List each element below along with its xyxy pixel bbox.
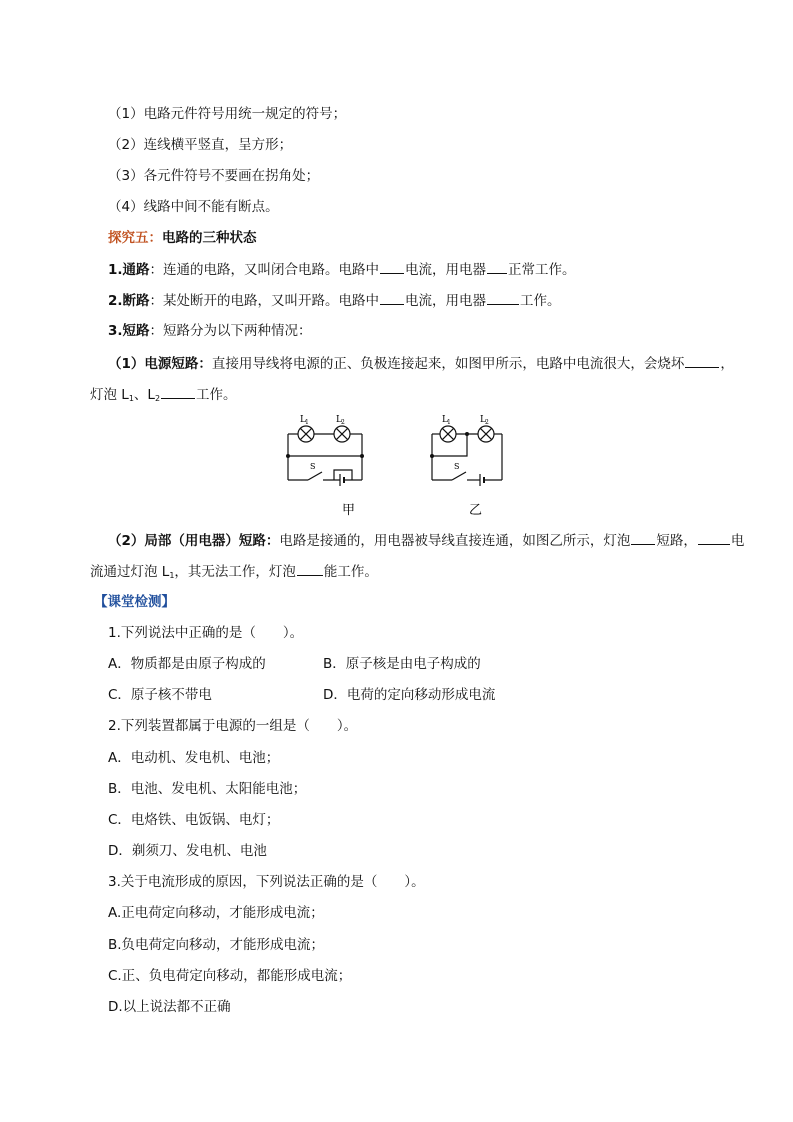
- local-short-line: [108, 531, 744, 550]
- power-short-line: [108, 354, 734, 373]
- q1-option-d[interactable]: D．电荷的定向移动形成电流: [323, 687, 496, 703]
- blank-field[interactable]: [297, 562, 323, 576]
- q2-option-c[interactable]: C．电烙铁、电饭锅、电灯；: [108, 812, 280, 828]
- switch-label: S: [454, 462, 460, 471]
- blank-field[interactable]: [685, 354, 719, 368]
- broken-circuit-def-a: ：某处断开的电路，又叫开路。电路中: [149, 293, 380, 309]
- lamp-label: 流通过灯泡 L: [90, 564, 170, 580]
- open-circuit-def-a: ：连通的电路，又叫闭合电路。电路中: [149, 262, 380, 278]
- short-circuit-line: [108, 322, 312, 340]
- q2-option-b[interactable]: B．电池、发电机、太阳能电池；: [108, 781, 307, 797]
- local-short-line2-end: 能工作。: [323, 564, 378, 580]
- lamp-label: L: [480, 415, 486, 425]
- lamp-label: 、L: [133, 387, 155, 403]
- section-heading-title: 电路的三种状态: [162, 230, 257, 246]
- lamp-label: L: [336, 415, 342, 425]
- circuit-jia: [288, 434, 362, 486]
- broken-circuit-def-b: 电流，用电器: [405, 293, 487, 309]
- lamp-icon: [334, 426, 350, 442]
- circuit-diagrams: [270, 408, 520, 520]
- open-circuit-def-c: 正常工作。: [508, 262, 576, 278]
- circuit-yi: [432, 434, 502, 486]
- blank-field[interactable]: [380, 260, 404, 274]
- check-heading: 【课堂检测】: [94, 594, 175, 610]
- blank-field[interactable]: [161, 385, 195, 399]
- q1-option-a[interactable]: A．物质都是由原子构成的: [108, 656, 266, 672]
- q2-stem: 2.下列装置都属于电源的一组是（ ）。: [108, 718, 358, 734]
- lamp-icon: [298, 426, 314, 442]
- q3-option-c[interactable]: C.正、负电荷定向移动，都能形成电流；: [108, 968, 352, 984]
- lamp-icon: [478, 426, 494, 442]
- local-short-line2: [90, 562, 378, 585]
- q3-option-d[interactable]: D.以上说法都不正确: [108, 999, 231, 1015]
- q2-option-d[interactable]: D．剃须刀、发电机、电池: [108, 843, 267, 859]
- lamp-sub: 2: [341, 419, 345, 426]
- lamp-sub: 1: [169, 571, 175, 580]
- q2-option-a[interactable]: A．电动机、发电机、电池；: [108, 750, 280, 766]
- figure-caption-yi: 乙: [469, 503, 483, 518]
- rule-2: （2）连线横平竖直，呈方形；: [108, 137, 293, 153]
- short-circuit-def: ：短路分为以下两种情况：: [149, 323, 312, 339]
- local-short-end: 电: [730, 533, 745, 549]
- blank-field[interactable]: [487, 291, 519, 305]
- broken-circuit-term: 2.断路: [108, 293, 150, 309]
- open-circuit-line: [108, 260, 576, 279]
- section-heading: [108, 229, 257, 247]
- open-circuit-def-b: 电流，用电器: [405, 262, 487, 278]
- power-short-text: 直接用导线将电源的正、负极连接起来，如图甲所示，电路中电流很大，会烧坏: [211, 356, 685, 372]
- lamp-label: L: [300, 415, 306, 425]
- power-short-term: （1）电源短路：: [108, 356, 212, 372]
- broken-circuit-line: [108, 291, 561, 310]
- q3-option-a[interactable]: A.正电荷定向移动，才能形成电流；: [108, 905, 324, 921]
- broken-circuit-def-c: 工作。: [520, 293, 561, 309]
- power-short-line2: [90, 385, 237, 408]
- figure-caption-jia: 甲: [342, 503, 356, 518]
- q1-option-c[interactable]: C．原子核不带电: [108, 687, 212, 703]
- power-short-end: ，: [720, 356, 734, 372]
- q1-option-b[interactable]: B．原子核是由电子构成的: [323, 656, 481, 672]
- blank-field[interactable]: [631, 531, 655, 545]
- blank-field[interactable]: [380, 291, 404, 305]
- power-short-line2-end: 工作。: [196, 387, 237, 403]
- q1-stem: 1.下列说法中正确的是（ ）。: [108, 625, 304, 641]
- lamp-sub: 1: [128, 394, 134, 403]
- open-circuit-term: 1.通路: [108, 262, 150, 278]
- lamp-sub: 1: [447, 419, 451, 426]
- short-circuit-term: 3.短路: [108, 323, 150, 339]
- local-short-line2-mid: ，其无法工作，灯泡: [174, 564, 296, 580]
- lamp-label: 灯泡 L: [90, 387, 129, 403]
- blank-field[interactable]: [487, 260, 507, 274]
- lamp-label: L: [442, 415, 448, 425]
- section-heading-label: 探究五：: [108, 230, 162, 246]
- rule-1: （1）电路元件符号用统一规定的符号；: [108, 106, 347, 122]
- lamp-sub: 1: [305, 419, 309, 426]
- rule-4: （4）线路中间不能有断点。: [108, 199, 279, 215]
- blank-field[interactable]: [698, 531, 730, 545]
- lamp-sub: 2: [485, 419, 489, 426]
- q3-stem: 3.关于电流形成的原因，下列说法正确的是（ ）。: [108, 874, 425, 890]
- q3-option-b[interactable]: B.负电荷定向移动，才能形成电流；: [108, 937, 325, 953]
- local-short-mid: 短路，: [656, 533, 697, 549]
- lamp-sub: 2: [154, 394, 161, 403]
- local-short-term: （2）局部（用电器）短路：: [108, 533, 280, 549]
- local-short-text: 电路是接通的，用电器被导线直接连通，如图乙所示，灯泡: [279, 533, 631, 549]
- switch-label: S: [310, 462, 316, 471]
- rule-3: （3）各元件符号不要画在拐角处；: [108, 168, 320, 184]
- lamp-icon: [440, 426, 456, 442]
